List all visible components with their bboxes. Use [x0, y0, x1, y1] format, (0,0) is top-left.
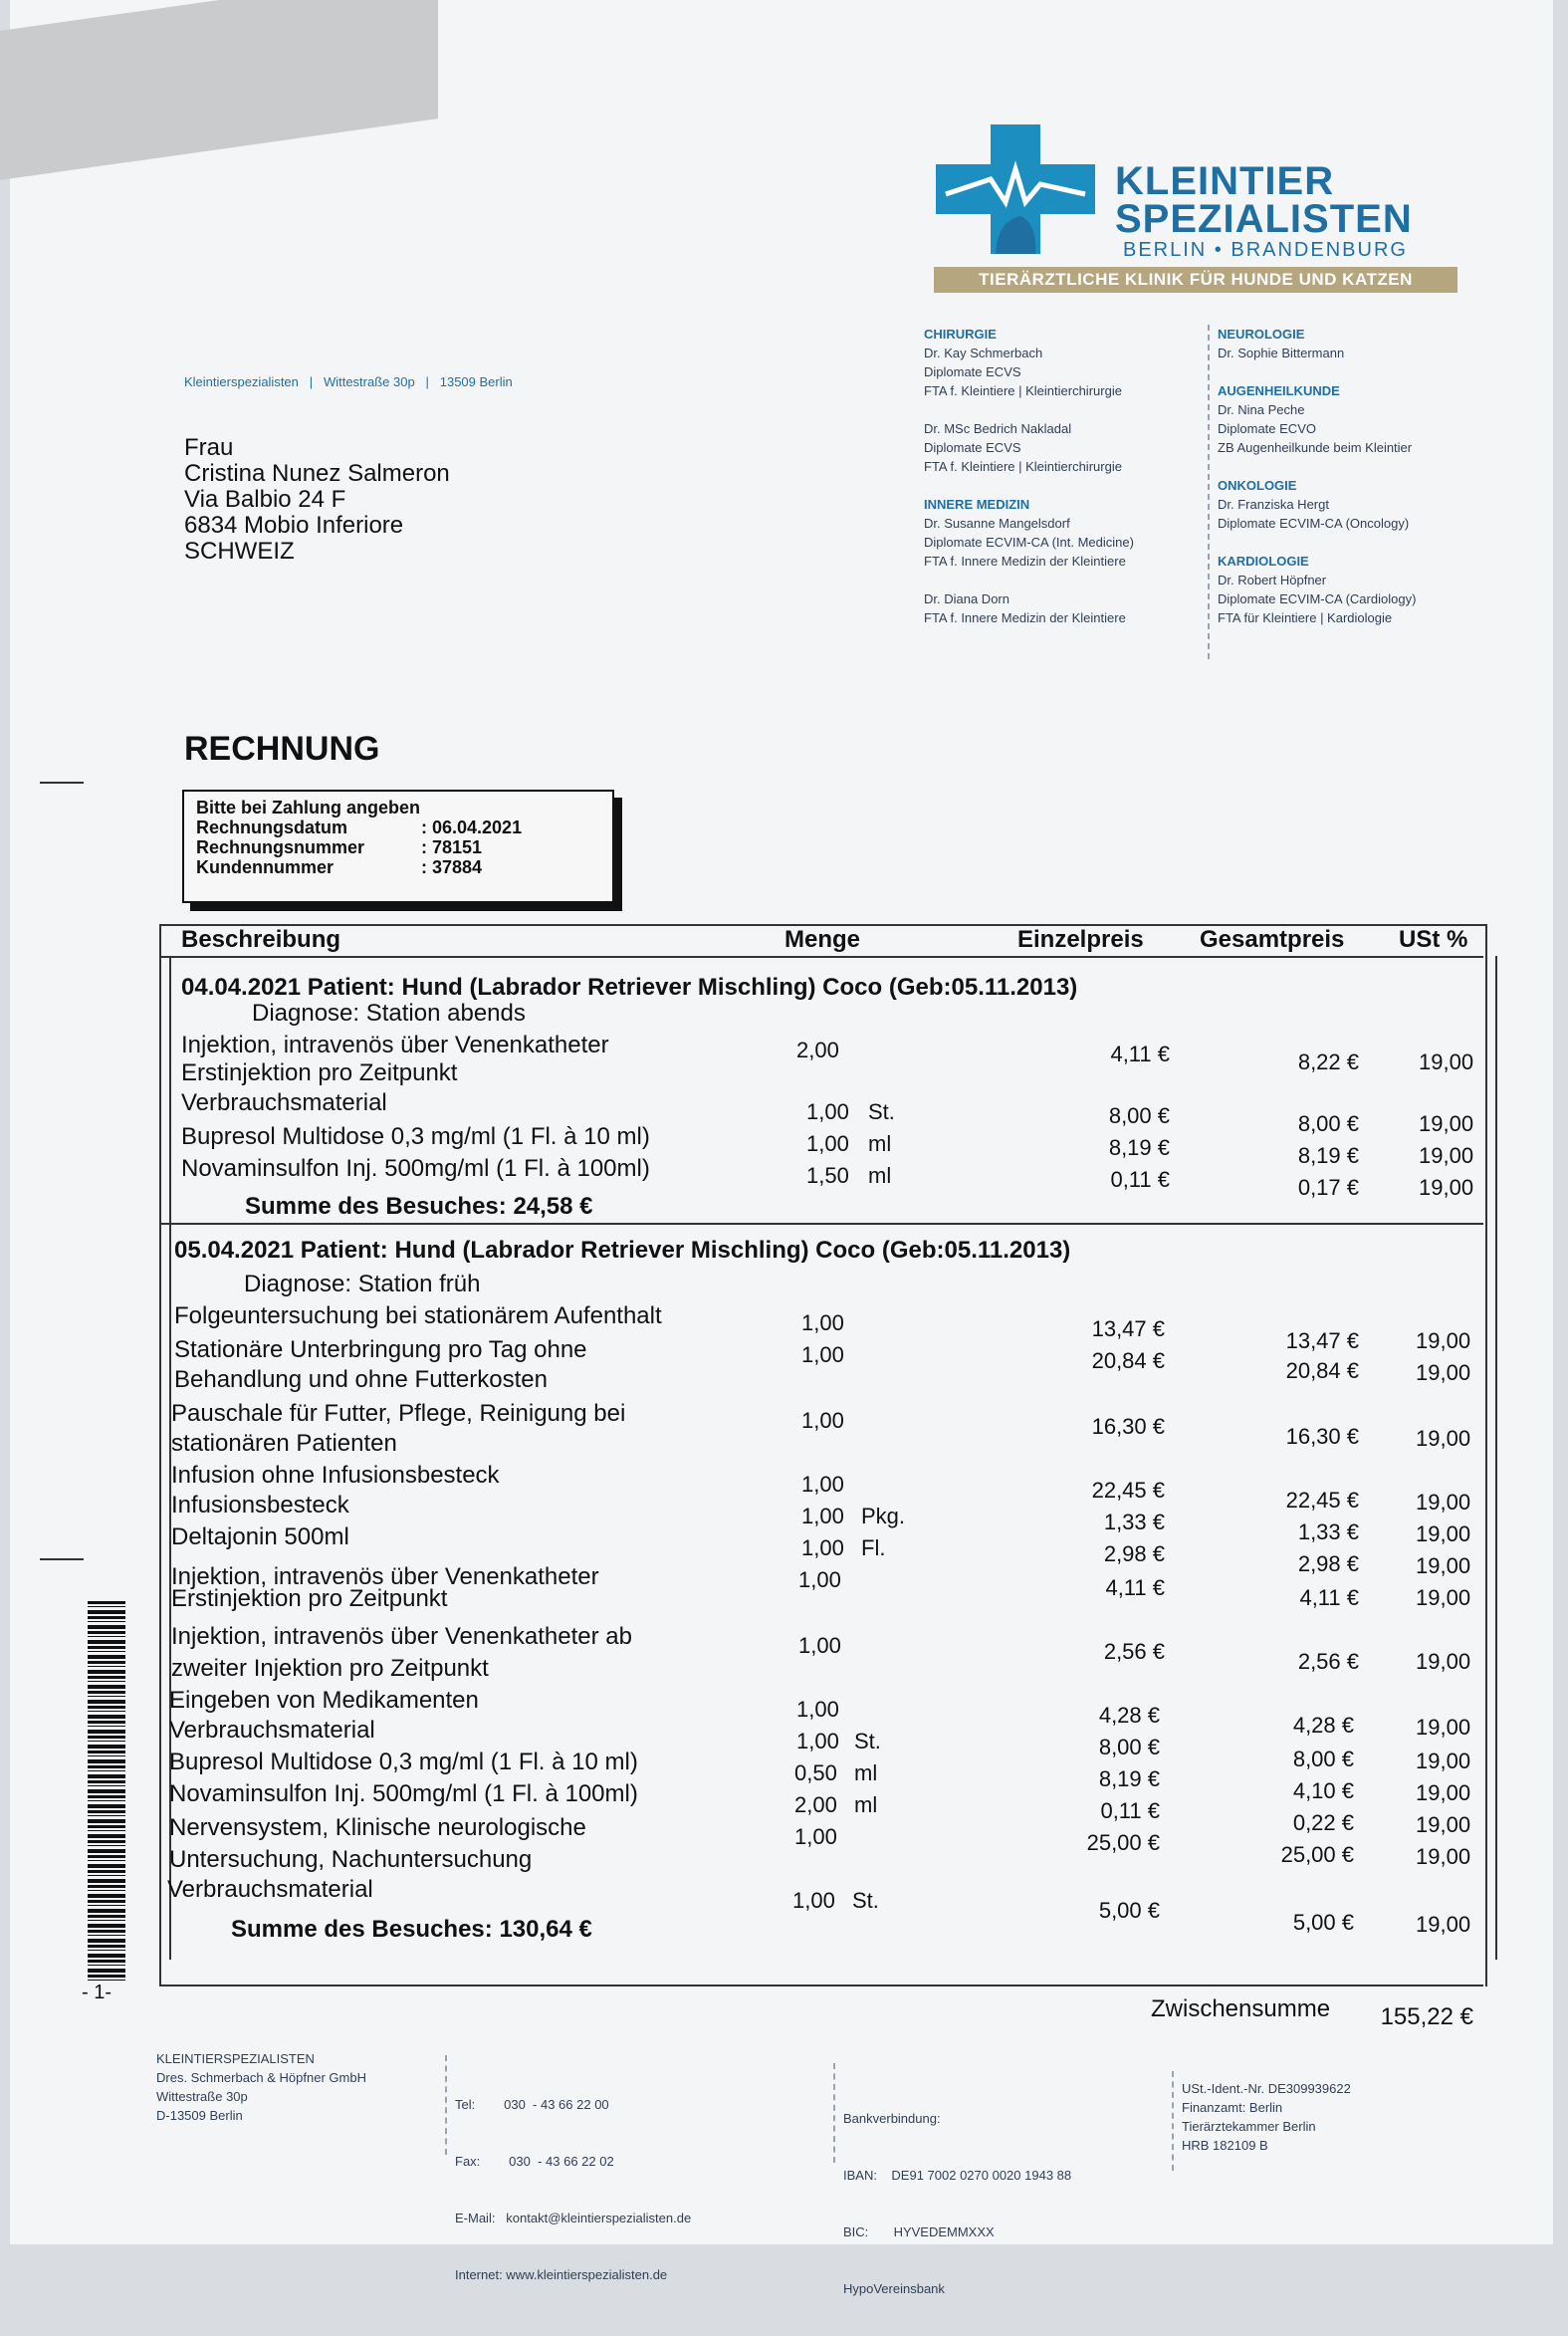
footer-line: BIC: HYVEDEMMXXX [843, 2224, 995, 2239]
item-quantity: 1,00 [801, 1310, 844, 1335]
item-description: Deltajonin 500ml [171, 1523, 349, 1550]
invoice-date-label: Rechnungsdatum [196, 818, 348, 837]
item-quantity: 1,00 [801, 1504, 844, 1528]
item-quantity: 1,00 [806, 1131, 849, 1156]
item-description: Injektion, intravenös über Venenkatheter [181, 1032, 609, 1058]
footer-contact [455, 2057, 691, 2322]
col-header-total: Gesamtpreis [1200, 926, 1345, 953]
item-total: 8,19 € [1297, 1143, 1359, 1168]
brand-line-3: BERLIN • BRANDENBURG [1123, 239, 1408, 261]
item-description: Folgeuntersuchung bei stationärem Aufenthalt [174, 1302, 662, 1329]
item-quantity: 1,50 [806, 1163, 849, 1188]
footer-line: IBAN: DE91 7002 0270 0020 1943 88 [843, 2168, 1072, 2183]
footer-line: Finanzamt: Berlin [1182, 2100, 1283, 2115]
item-description: Injektion, intravenös über Venenkatheter ab [171, 1623, 632, 1650]
recipient-address [184, 435, 450, 565]
footer-company [156, 2049, 366, 2125]
customer-number-label: Kundennummer [196, 857, 335, 877]
item-total: 0,22 € [1292, 1810, 1354, 1835]
item-description: Verbrauchsmaterial [167, 1876, 373, 1903]
invoice-number-label: Rechnungsnummer [196, 837, 365, 857]
item-total: 5,00 € [1292, 1910, 1354, 1935]
recipient-salutation: Frau [184, 434, 234, 461]
doctors-right-column [1218, 325, 1416, 627]
item-unit-price: 22,45 € [1091, 1478, 1165, 1503]
item-total: 20,84 € [1285, 1358, 1359, 1383]
item-quantity: 1,00 [801, 1342, 844, 1367]
footer-line: Tel: 030 - 43 66 22 00 [455, 2097, 609, 2112]
barcode [88, 1601, 125, 1982]
col-header-description: Beschreibung [181, 926, 341, 953]
doctors-divider [1208, 325, 1210, 659]
overlapping-paper [0, 0, 438, 180]
doctor-line: Diplomate ECVS [924, 440, 1021, 455]
item-vat: 19,00 [1416, 1912, 1471, 1937]
dept-label: INNERE MEDIZIN [924, 497, 1030, 512]
item-unit: ml [868, 1131, 892, 1156]
visit-diagnosis: Diagnose: Station abends [252, 1000, 526, 1027]
item-quantity: 1,00 [801, 1472, 844, 1497]
recipient-city: 6834 Mobio Inferiore [184, 512, 404, 539]
table-header-divider [159, 956, 1483, 958]
item-quantity: 1,00 [801, 1408, 844, 1433]
item-total: 4,11 € [1299, 1585, 1359, 1610]
item-vat: 19,00 [1416, 1490, 1471, 1515]
item-description: Infusion ohne Infusionsbesteck [171, 1462, 500, 1489]
doctor-line: Dr. Kay Schmerbach [924, 346, 1043, 360]
doctor-line: ZB Augenheilkunde beim Kleintier [1218, 440, 1413, 455]
subtotal-value: 155,22 € [1380, 2003, 1473, 2030]
item-total: 1,33 € [1297, 1519, 1359, 1544]
doctor-line: FTA f. Innere Medizin der Kleintiere [924, 610, 1126, 625]
visit-sum: Summe des Besuches: 130,64 € [231, 1916, 592, 1943]
col-header-unit-price: Einzelpreis [1017, 926, 1144, 953]
item-quantity: 0,50 [794, 1760, 837, 1785]
payment-info-box [182, 790, 614, 903]
doctor-line: Dr. Diana Dorn [924, 591, 1009, 606]
item-total: 0,17 € [1297, 1175, 1359, 1200]
item-quantity: 1,00 [796, 1729, 839, 1753]
footer-line: D-13509 Berlin [156, 2108, 243, 2123]
item-quantity: 1,00 [792, 1888, 835, 1913]
dept-label: NEUROLOGIE [1218, 327, 1305, 342]
item-unit-price: 2,56 € [1103, 1639, 1165, 1664]
table-inner-border [1495, 956, 1497, 1960]
footer-divider [833, 2063, 835, 2163]
item-vat: 19,00 [1419, 1050, 1474, 1074]
item-vat: 19,00 [1416, 1360, 1471, 1385]
item-unit-price: 0,11 € [1110, 1167, 1170, 1192]
invoice-number: : 78151 [421, 837, 483, 857]
item-total: 25,00 € [1280, 1842, 1354, 1867]
footer-line: HypoVereinsbank [843, 2281, 945, 2296]
visit-divider [159, 1223, 1483, 1225]
footer-line: HRB 182109 B [1182, 2138, 1268, 2153]
item-vat: 19,00 [1416, 1715, 1471, 1740]
doctor-line: Dr. Robert Höpfner [1218, 573, 1327, 587]
item-total: 2,98 € [1297, 1551, 1359, 1576]
invoice-title: RECHNUNG [184, 730, 380, 768]
fold-mark [40, 782, 84, 784]
doctor-line: Diplomate ECVIM-CA (Cardiology) [1218, 591, 1417, 606]
item-quantity: 1,00 [801, 1535, 844, 1560]
sender-line: Kleintierspezialisten | Wittestraße 30p | 13509 Berlin [184, 374, 513, 389]
brand-line-2: SPEZIALISTEN [1115, 197, 1413, 241]
brand-line-1: KLEINTIER [1115, 159, 1335, 203]
item-quantity: 1,00 [796, 1697, 839, 1722]
item-unit-price: 25,00 € [1086, 1830, 1160, 1855]
payment-heading: Bitte bei Zahlung angeben [196, 798, 421, 818]
item-quantity: 1,00 [806, 1099, 849, 1124]
brand-tagline: TIERÄRZTLICHE KLINIK FÜR HUNDE UND KATZEN [934, 267, 1457, 293]
customer-number: : 37884 [421, 857, 483, 877]
table-inner-border [169, 956, 171, 1960]
item-description: Novaminsulfon Inj. 500mg/ml (1 Fl. à 100ml) [169, 1780, 638, 1807]
item-unit-price: 8,19 € [1108, 1135, 1170, 1160]
fold-mark [40, 1558, 84, 1560]
item-unit-price: 4,28 € [1098, 1703, 1160, 1728]
item-unit-price: 8,00 € [1098, 1735, 1160, 1759]
doctor-line: FTA f. Innere Medizin der Kleintiere [924, 554, 1126, 569]
item-vat: 19,00 [1416, 1749, 1471, 1773]
footer-line: Wittestraße 30p [156, 2089, 248, 2104]
item-vat: 19,00 [1419, 1143, 1474, 1168]
item-description: Verbrauchsmaterial [181, 1089, 387, 1116]
item-unit: ml [854, 1760, 878, 1785]
doctor-line: Diplomate ECVO [1218, 421, 1316, 436]
doctor-line: Diplomate ECVIM-CA (Int. Medicine) [924, 535, 1134, 550]
item-description: Erstinjektion pro Zeitpunkt [171, 1585, 448, 1612]
item-description: zweiter Injektion pro Zeitpunkt [171, 1655, 489, 1682]
item-unit: Pkg. [861, 1504, 906, 1528]
item-unit-price: 0,11 € [1100, 1798, 1160, 1823]
item-total: 8,00 € [1292, 1747, 1354, 1771]
doctor-line: Dr. Nina Peche [1218, 402, 1305, 417]
footer-line: USt.-Ident.-Nr. DE309939622 [1182, 2081, 1351, 2096]
item-unit-price: 8,19 € [1098, 1766, 1160, 1791]
item-quantity: 1,00 [798, 1633, 841, 1658]
footer-line: Bankverbindung: [843, 2111, 941, 2126]
doctor-line: FTA für Kleintiere | Kardiologie [1218, 610, 1393, 625]
footer-line: Tierärztekammer Berlin [1182, 2119, 1316, 2134]
item-vat: 19,00 [1419, 1175, 1474, 1200]
visit-sum: Summe des Besuches: 24,58 € [245, 1193, 593, 1220]
item-description: Eingeben von Medikamenten [169, 1687, 479, 1714]
item-description: Nervensystem, Klinische neurologische [169, 1814, 586, 1841]
item-description: Stationäre Unterbringung pro Tag ohne [174, 1336, 587, 1363]
visit-heading: 05.04.2021 Patient: Hund (Labrador Retriever Mischling) Coco (Geb:05.11.2013) [174, 1237, 1071, 1264]
item-unit: St. [868, 1099, 895, 1124]
doctor-line: Diplomate ECVS [924, 364, 1021, 379]
item-description: Bupresol Multidose 0,3 mg/ml (1 Fl. à 10 ml) [169, 1749, 638, 1775]
item-vat: 19,00 [1419, 1111, 1474, 1136]
item-vat: 19,00 [1416, 1780, 1471, 1805]
item-total: 8,00 € [1297, 1111, 1359, 1136]
item-unit-price: 2,98 € [1103, 1541, 1165, 1566]
dept-label: ONKOLOGIE [1218, 478, 1297, 493]
item-vat: 19,00 [1416, 1328, 1471, 1353]
doctor-line: FTA f. Kleintiere | Kleintierchirurgie [924, 383, 1122, 398]
doctors-left-column [924, 325, 1134, 627]
item-description: Bupresol Multidose 0,3 mg/ml (1 Fl. à 10 ml) [181, 1123, 650, 1150]
item-vat: 19,00 [1416, 1812, 1471, 1837]
invoice-page [10, 0, 1553, 2296]
item-vat: 19,00 [1416, 1521, 1471, 1546]
item-description: stationären Patienten [171, 1430, 397, 1457]
item-quantity: 2,00 [796, 1038, 839, 1062]
item-description: Erstinjektion pro Zeitpunkt [181, 1059, 458, 1086]
footer-line: KLEINTIERSPEZIALISTEN [156, 2051, 315, 2066]
item-unit: St. [852, 1888, 879, 1913]
doctor-line: FTA f. Kleintiere | Kleintierchirurgie [924, 459, 1122, 474]
item-total: 16,30 € [1285, 1424, 1359, 1449]
item-vat: 19,00 [1416, 1585, 1471, 1610]
item-description: Untersuchung, Nachuntersuchung [169, 1846, 533, 1873]
item-unit-price: 4,11 € [1110, 1042, 1170, 1066]
recipient-name: Cristina Nunez Salmeron [184, 460, 450, 487]
col-header-vat: USt % [1399, 926, 1468, 953]
recipient-country: SCHWEIZ [184, 538, 295, 565]
dept-label: KARDIOLOGIE [1218, 554, 1309, 569]
doctor-line: Dr. Susanne Mangelsdorf [924, 516, 1070, 531]
item-description: Novaminsulfon Inj. 500mg/ml (1 Fl. à 100ml) [181, 1155, 650, 1182]
item-quantity: 1,00 [798, 1567, 841, 1592]
item-unit-price: 20,84 € [1091, 1348, 1165, 1373]
footer-line: Dres. Schmerbach & Höpfner GmbH [156, 2070, 366, 2085]
footer-line: Internet: www.kleintierspezialisten.de [455, 2267, 668, 2282]
footer-divider [445, 2055, 447, 2155]
item-unit: St. [854, 1729, 881, 1753]
item-unit-price: 4,11 € [1105, 1575, 1165, 1600]
item-total: 22,45 € [1285, 1488, 1359, 1513]
item-unit-price: 1,33 € [1103, 1510, 1165, 1534]
item-total: 4,10 € [1292, 1778, 1354, 1803]
clinic-logo-icon [936, 124, 1095, 254]
item-quantity: 1,00 [794, 1824, 837, 1849]
page-number: - 1- [82, 1982, 112, 2003]
dept-label: CHIRURGIE [924, 327, 997, 342]
item-description: Infusionsbesteck [171, 1492, 349, 1518]
doctor-line: Dr. Franziska Hergt [1218, 497, 1329, 512]
item-unit-price: 5,00 € [1098, 1898, 1160, 1923]
footer-tax [1182, 2079, 1351, 2155]
item-vat: 19,00 [1416, 1553, 1471, 1578]
item-unit-price: 13,47 € [1091, 1316, 1165, 1341]
item-total: 4,28 € [1292, 1713, 1354, 1738]
item-unit: ml [868, 1163, 892, 1188]
item-unit: ml [854, 1792, 878, 1817]
item-total: 2,56 € [1297, 1649, 1359, 1674]
visit-heading: 04.04.2021 Patient: Hund (Labrador Retriever Mischling) Coco (Geb:05.11.2013) [181, 974, 1078, 1001]
footer-bank [843, 2071, 1071, 2336]
item-unit-price: 8,00 € [1108, 1103, 1170, 1128]
visit-diagnosis: Diagnose: Station früh [244, 1271, 481, 1297]
footer-line: Fax: 030 - 43 66 22 02 [455, 2154, 614, 2169]
item-description: Verbrauchsmaterial [169, 1717, 375, 1744]
item-vat: 19,00 [1416, 1426, 1471, 1451]
item-total: 8,22 € [1297, 1050, 1359, 1074]
item-description: Behandlung und ohne Futterkosten [174, 1366, 548, 1393]
doctor-line: Dr. Sophie Bittermann [1218, 346, 1345, 360]
item-unit-price: 16,30 € [1091, 1414, 1165, 1439]
col-header-quantity: Menge [784, 926, 861, 953]
recipient-street: Via Balbio 24 F [184, 486, 346, 513]
item-description: Pauschale für Futter, Pflege, Reinigung bei [171, 1400, 626, 1427]
item-vat: 19,00 [1416, 1844, 1471, 1869]
dept-label: AUGENHEILKUNDE [1218, 383, 1340, 398]
footer-divider [1172, 2071, 1174, 2171]
doctor-line: Diplomate ECVIM-CA (Oncology) [1218, 516, 1410, 531]
table-bottom-line [159, 1985, 1483, 1986]
item-description: Injektion, intravenös über Venenkatheter [171, 1563, 599, 1590]
item-vat: 19,00 [1416, 1649, 1471, 1674]
invoice-date: : 06.04.2021 [421, 818, 523, 837]
doctor-line: Dr. MSc Bedrich Nakladal [924, 421, 1072, 436]
subtotal-label: Zwischensumme [1151, 1995, 1331, 2022]
item-quantity: 2,00 [794, 1792, 837, 1817]
footer-line: E-Mail: kontakt@kleintierspezialisten.de [455, 2211, 692, 2225]
item-total: 13,47 € [1285, 1328, 1359, 1353]
item-unit: Fl. [861, 1535, 886, 1560]
